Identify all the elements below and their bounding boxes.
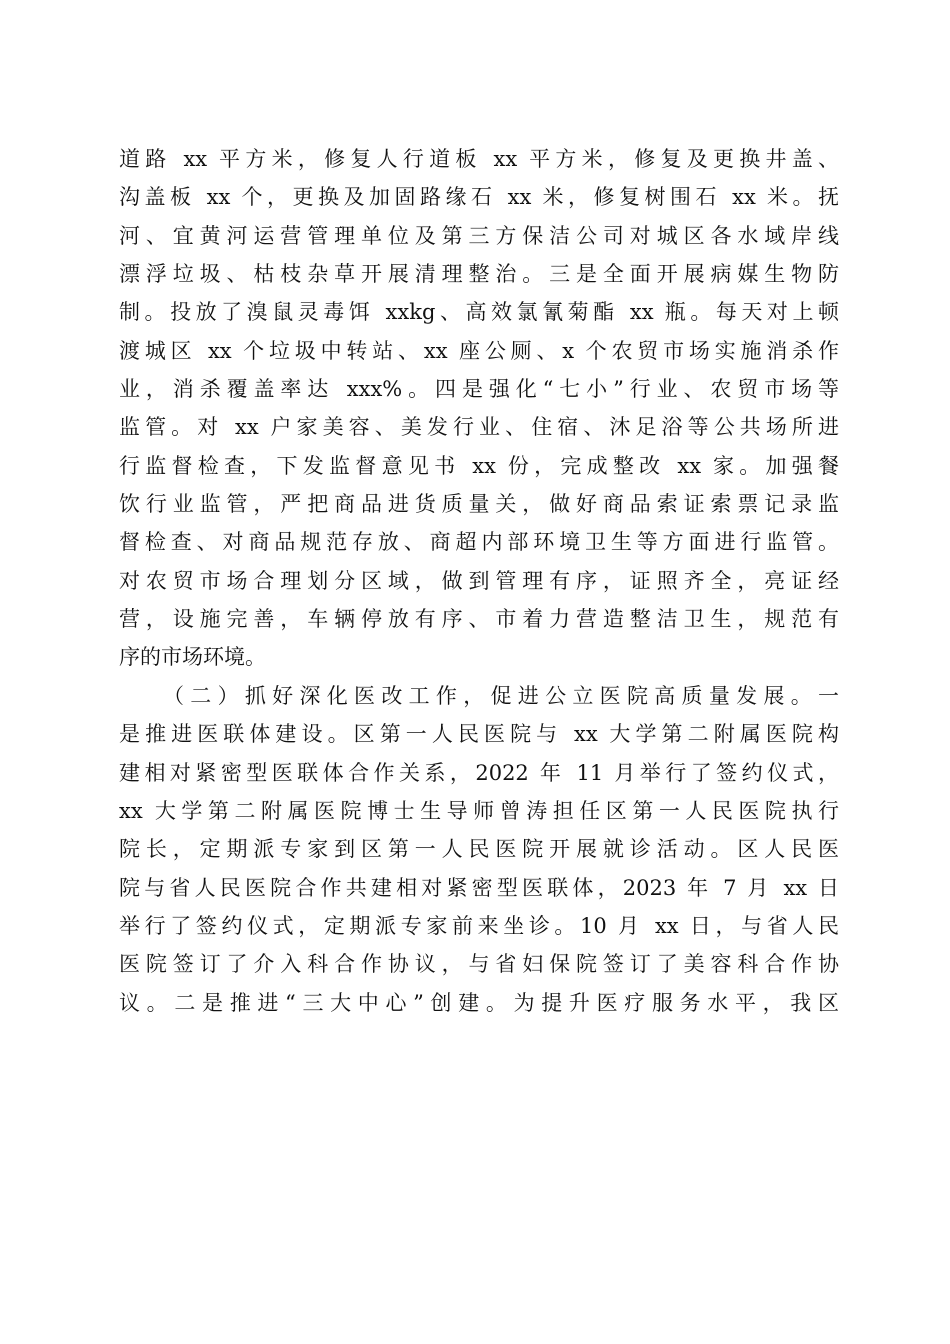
text-line: 道路 xx 平方米，修复人行道板 xx 平方米，修复及更换井盖、 [119, 147, 839, 171]
text-line: 制。投放了溴鼠灵毒饵 xxkg、高效氯氰菊酯 xx 瓶。每天对上顿 [119, 300, 839, 325]
text-line: 监管。对 xx 户家美容、美发行业、住宿、沐足浴等公共场所进 [119, 415, 839, 440]
text-line: 业，消杀覆盖率达 xxx%。四是强化“七小”行业、农贸市场等 [119, 377, 839, 402]
paragraph-end-line: 序的市场环境。 [119, 645, 266, 670]
text-line: 建相对紧密型医联体合作关系，2022 年 11 月举行了签约仪式， [119, 760, 839, 785]
body-text [119, 140, 839, 1022]
text-line: 议。二是推进“三大中心”创建。为提升医疗服务水平，我区 [119, 990, 839, 1015]
text-line: xx 大学第二附属医院博士生导师曾涛担任区第一人民医院执行 [119, 798, 839, 823]
text-line: 沟盖板 xx 个，更换及加固路缘石 xx 米，修复树围石 xx 米。抚 [119, 185, 839, 210]
text-line: 河、宜黄河运营管理单位及第三方保洁公司对城区各水域岸线 [119, 223, 839, 248]
text-line: 医院签订了介入科合作协议，与省妇保院签订了美容科合作协 [119, 952, 839, 977]
text-line: 是推进医联体建设。区第一人民医院与 xx 大学第二附属医院构 [119, 722, 839, 747]
text-line: 对农贸市场合理划分区域，做到管理有序，证照齐全，亮证经 [119, 568, 839, 593]
text-line: 院与省人民医院合作共建相对紧密型医联体，2023 年 7 月 xx 日 [119, 875, 839, 900]
text-line: 饮行业监管，严把商品进货质量关，做好商品索证索票记录监 [119, 492, 839, 517]
text-line: 行监督检查，下发监督意见书 xx 份，完成整改 xx 家。加强餐 [119, 453, 839, 478]
text-line: 督检查、对商品规范存放、商超内部环境卫生等方面进行监管。 [119, 530, 839, 555]
text-line: 院长，定期派专家到区第一人民医院开展就诊活动。区人民医 [119, 837, 839, 862]
text-line: 营，设施完善，车辆停放有序、市着力营造整洁卫生，规范有 [119, 607, 839, 632]
text-line: 举行了签约仪式，定期派专家前来坐诊。10 月 xx 日，与省人民 [119, 913, 839, 938]
text-line: 漂浮垃圾、枯枝杂草开展清理整治。三是全面开展病媒生物防 [119, 262, 839, 287]
section-heading-line: （二）抓好深化医改工作，促进公立医院高质量发展。一 [163, 683, 839, 708]
text-line: 渡城区 xx 个垃圾中转站、xx 座公厕、x 个农贸市场实施消杀作 [119, 338, 839, 363]
